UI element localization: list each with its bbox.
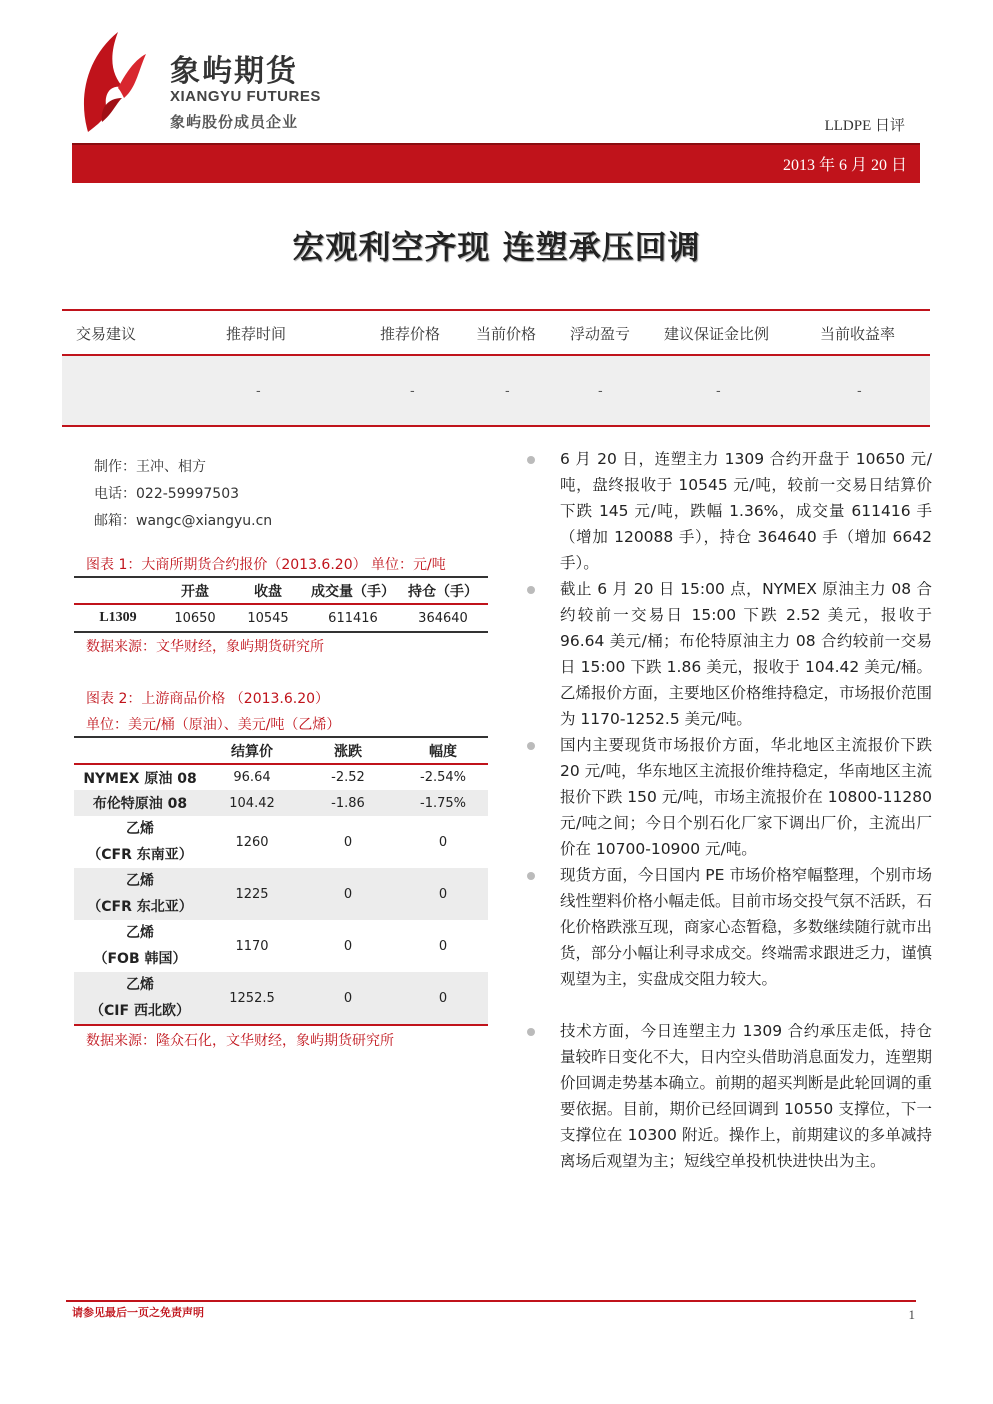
figure2-row-name-line1: 乙烯 [126, 821, 154, 837]
table-row [74, 920, 488, 972]
figure2-header-blank [74, 738, 206, 764]
bullet-icon [527, 586, 535, 594]
figure2-row-name-line1: 乙烯 [126, 873, 154, 889]
figure2-row-name-line2: （CIF 西北欧） [90, 1003, 190, 1019]
figure2-row-name: NYMEX 原油 08 [83, 770, 197, 787]
figure2-row-name [74, 816, 206, 868]
figure2-row-name: 布伦特原油 08 [92, 796, 188, 812]
trade-table-bottom-rule [62, 425, 930, 427]
figure2-row-name [74, 920, 206, 972]
author-phone: 电话：022-59997503 [94, 486, 240, 502]
figure1-title: 图表 1：大商所期货合约报价（2013.6.20） 单位：元/吨 [86, 557, 446, 573]
figure2-row-name-line1: 乙烯 [126, 925, 154, 941]
figure1-open: 10650 [174, 610, 216, 626]
footer-disclaimer: 请参见最后一页之免责声明 [72, 1306, 204, 1319]
trade-header-pnl: 浮动盈亏 [570, 325, 631, 343]
trade-header-rec-price: 推荐价格 [380, 325, 441, 343]
figure2-row-price: 104.42 [229, 795, 275, 811]
figure2-row-price: 1170 [235, 938, 269, 954]
figure1-header-volume: 成交量（手） [311, 583, 395, 600]
trade-header-return: 当前收益率 [820, 325, 896, 343]
trade-value-cur-price: - [505, 384, 510, 399]
figure2-row-name-line2: （CFR 东北亚） [87, 899, 193, 915]
figure2-row-price: 1260 [235, 834, 269, 850]
figure1-header-open: 开盘 [181, 583, 209, 600]
paragraph-spot-market: 现货方面，今日国内 PE 市场价格窄幅整理，个别市场线性塑料价格小幅走低。目前市场交投气氛不活跃，石化价格跌涨互现，商家心态暂稳，多数继续随行就市出货，部分小幅让利寻求成交。终端需求跟进乏力，谨慎观望为主，实盘成交阻力较大。 [560, 866, 933, 988]
figure2-row-pct: 0 [438, 990, 448, 1006]
table-row [74, 816, 488, 868]
brand-subtitle: 象屿股份成员企业 [170, 113, 299, 131]
figure2-title: 图表 2：上游商品价格 （2013.6.20） [86, 691, 330, 707]
figure1-source: 数据来源：文华财经，象屿期货研究所 [86, 639, 324, 655]
trade-header-time: 推荐时间 [226, 325, 287, 343]
table-row [74, 764, 488, 790]
author-email: 邮箱：wangc@xiangyu.cn [94, 513, 273, 529]
bullet-icon [527, 456, 535, 464]
trade-header-cur-price: 当前价格 [476, 325, 537, 343]
figure2-row-pct: -2.54% [420, 770, 466, 785]
figure1-header-oi: 持仓（手） [408, 583, 478, 600]
table-row [74, 604, 488, 632]
figure2-unit: 单位：美元/桶（原油）、美元/吨（乙烯） [86, 717, 341, 733]
figure2-header-pct: 幅度 [429, 743, 457, 760]
page-title: 宏观利空齐现 连塑承压回调 [292, 228, 701, 266]
figure2-table [74, 738, 488, 1026]
figure2-row-change: -2.52 [331, 770, 365, 785]
figure1-header-row [74, 578, 488, 604]
figure1-table [74, 578, 488, 633]
report-type: LLDPE 日评 [824, 118, 905, 134]
figure2-row-price: 96.64 [233, 770, 271, 785]
figure2-header-row [74, 738, 488, 764]
figure1-oi: 364640 [418, 610, 468, 626]
figure2-header-price: 结算价 [231, 743, 273, 760]
figure2-source: 数据来源：隆众石化，文华财经，象屿期货研究所 [86, 1033, 394, 1049]
figure2-row-change: 0 [343, 834, 353, 850]
figure2-row-change: 0 [343, 990, 353, 1006]
page-number: 1 [908, 1307, 915, 1322]
report-date: 2013 年 6 月 20 日 [782, 157, 907, 174]
trade-table-body [62, 356, 930, 426]
figure2-row-change: -1.86 [331, 795, 365, 811]
bullet-icon [527, 742, 535, 750]
trade-value-return: - [857, 384, 862, 399]
date-bar-border [72, 143, 920, 145]
figure2-row-price: 1225 [235, 886, 269, 902]
figure2-row-pct: 0 [438, 938, 448, 954]
trade-table-top-rule [62, 309, 930, 311]
table-row [74, 972, 488, 1025]
figure2-row-pct: 0 [438, 834, 448, 850]
paragraph-market-summary: 6 月 20 日，连塑主力 1309 合约开盘于 10650 元/吨，盘终报收于 10545 元/吨，较前一交易日结算价下跌 145 元/吨，跌幅 1.36%，成交量 611416 手（增加 120088 手），持仓 364640 手（增加 6642 手）。 [560, 450, 932, 572]
footer-rule [66, 1300, 916, 1302]
brand-name-cn: 象屿期货 [170, 54, 298, 89]
trade-value-pnl: - [598, 384, 603, 399]
figure2-row-change: 0 [343, 886, 353, 902]
table-row [74, 790, 488, 816]
figure2-row-pct: -1.75% [420, 795, 466, 811]
figure2-row-pct: 0 [438, 886, 448, 902]
figure2-header-change: 涨跌 [334, 743, 362, 760]
figure1-header-close: 收盘 [254, 583, 282, 600]
figure1-close: 10545 [247, 610, 289, 626]
paragraph-crude-oil: 截止 6 月 20 日 15:00 点，NYMEX 原油主力 08 合约较前一交易日 15:00 下跌 2.52 美元，报收于 96.64 美元/桶；布伦特原油主力 08 合约较前一交易日 15:00 下跌 1.86 美元，报收于 104.42 美元/桶。乙烯报价方面，主要地区价格维持稳定，市场报价范围为 1170-1252.5 美元/吨。 [560, 580, 933, 728]
paragraph-spot-quotes: 国内主要现货市场报价方面，华北地区主流报价下跌 20 元/吨，华东地区主流报价维持稳定，华南地区主流报价下跌 150 元/吨，市场主流报价在 10800-11280 元/吨之间；今日个别石化厂家下调出厂价，主流出厂价在 10700-10900 元/吨。 [560, 736, 932, 858]
xiangyu-logo-icon [78, 28, 148, 134]
table-row [74, 868, 488, 920]
figure2-row-name-line2: （CFR 东南亚） [87, 847, 193, 863]
figure2-row-change: 0 [343, 938, 353, 954]
bullet-icon [527, 1028, 535, 1036]
bullet-icon [527, 872, 535, 880]
figure2-row-name-line2: （FOB 韩国） [93, 951, 187, 967]
trade-value-margin: - [716, 384, 721, 399]
trade-value-time: - [256, 384, 261, 399]
author-maker: 制作：王冲、相方 [94, 459, 206, 475]
figure2-row-name [74, 972, 206, 1025]
figure1-contract: L1309 [99, 610, 137, 625]
trade-header-margin: 建议保证金比例 [664, 325, 770, 343]
trade-value-rec-price: - [410, 384, 415, 399]
figure1-volume: 611416 [328, 610, 378, 626]
paragraph-technical: 技术方面，今日连塑主力 1309 合约承压走低，持仓量较昨日变化不大，日内空头借助消息面发力，连塑期价回调走势基本确立。前期的超买判断是此轮回调的重要依据。目前，期价已经回调到 10550 支撑位，下一支撑位在 10300 附近。操作上，前期建议的多单减持离场后观望为主；短线空单投机快进快出为主。 [560, 1022, 933, 1170]
figure2-row-price: 1252.5 [229, 990, 275, 1006]
figure1-header-blank [74, 578, 162, 604]
brand-name-en: XIANGYU FUTURES [170, 88, 321, 105]
trade-header-advice: 交易建议 [76, 325, 137, 343]
figure2-row-name [74, 868, 206, 920]
figure2-row-name-line1: 乙烯 [126, 977, 154, 993]
